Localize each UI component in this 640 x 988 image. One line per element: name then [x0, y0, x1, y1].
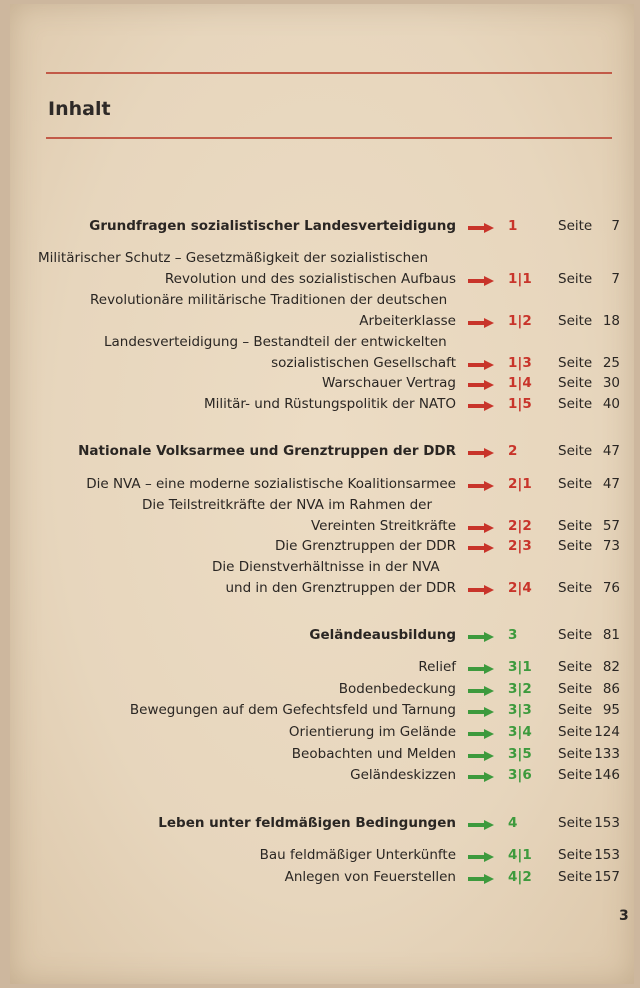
toc-entry-text: sozialistischen Gesellschaft: [271, 355, 456, 371]
arrow-right-icon: [468, 380, 494, 390]
toc-entry-line: [10, 767, 634, 787]
arrow-right-icon: [468, 523, 494, 533]
seite-label: Seite: [558, 476, 593, 492]
chapter-number: 1|5: [508, 396, 532, 412]
chapter-number: 3|2: [508, 681, 532, 697]
chapter-number: 2|2: [508, 518, 532, 534]
toc-entry-text: Die Teilstreitkräfte der NVA im Rahmen der: [142, 497, 433, 513]
seite-label: Seite: [558, 538, 593, 554]
title-rule: [46, 137, 612, 139]
book-page: [10, 4, 634, 984]
toc-entry-line: [10, 702, 634, 722]
arrow-right-icon: [468, 664, 494, 674]
toc-entry-line: [10, 724, 634, 744]
seite-label: Seite: [558, 375, 593, 391]
page-ref: 57: [602, 518, 620, 534]
chapter-number: 1|4: [508, 375, 532, 391]
seite-label: Seite: [558, 443, 593, 459]
chapter-number: 3|5: [508, 746, 532, 762]
arrow-right-icon: [468, 874, 494, 884]
page-ref: 157: [594, 869, 620, 885]
toc-entry-line: [10, 476, 634, 496]
page-ref: 47: [602, 443, 620, 459]
chapter-number: 2|3: [508, 538, 532, 554]
toc-entry-text: Revolutionäre militärische Traditionen der deutschen: [90, 292, 448, 308]
toc-entry-line: [10, 313, 634, 333]
toc-entry-line: [10, 218, 634, 238]
toc-entry-text: Bodenbedeckung: [338, 681, 456, 697]
toc-entry-text: Landesverteidigung – Bestandteil der entwickelten: [104, 334, 447, 350]
toc-entry-line: [10, 538, 634, 558]
toc-entry-line: [10, 627, 634, 647]
chapter-number: 3|6: [508, 767, 532, 783]
seite-label: Seite: [558, 313, 593, 329]
page-ref: 30: [602, 375, 620, 391]
chapter-number: 4|2: [508, 869, 532, 885]
toc-entry-line: [10, 271, 634, 291]
arrow-right-icon: [468, 543, 494, 553]
toc-entry-text: Relief: [418, 659, 456, 675]
arrow-right-icon: [468, 729, 494, 739]
arrow-right-icon: [468, 707, 494, 717]
page-ref: 124: [594, 724, 620, 740]
page-ref: 7: [611, 271, 620, 287]
arrow-right-icon: [468, 751, 494, 761]
arrow-right-icon: [468, 318, 494, 328]
toc-entry-text: und in den Grenztruppen der DDR: [225, 580, 456, 596]
toc-entry-text: Bau feldmäßiger Unterkünfte: [259, 847, 456, 863]
toc-entry-line: [10, 250, 634, 270]
page-ref: 133: [594, 746, 620, 762]
seite-label: Seite: [558, 627, 593, 643]
chapter-number: 3|3: [508, 702, 532, 718]
top-rule: [46, 72, 612, 74]
toc-entry-text: Grundfragen sozialistischer Landesverteidigung: [89, 218, 456, 234]
toc-entry-text: Die Grenztruppen der DDR: [275, 538, 456, 554]
toc-entry-text: Geländeausbildung: [309, 627, 456, 643]
chapter-number: 1|1: [508, 271, 532, 287]
seite-label: Seite: [558, 869, 593, 885]
seite-label: Seite: [558, 271, 593, 287]
chapter-number: 1|3: [508, 355, 532, 371]
toc-entry-text: Bewegungen auf dem Gefechtsfeld und Tarnung: [129, 702, 456, 718]
toc-entry-text: Geländeskizzen: [350, 767, 456, 783]
toc-entry-text: Orientierung im Gelände: [288, 724, 456, 740]
toc-entry-line: [10, 443, 634, 463]
toc-entry-line: [10, 559, 634, 579]
arrow-right-icon: [468, 820, 494, 830]
toc-entry-line: [10, 659, 634, 679]
toc-entry-text: Warschauer Vertrag: [321, 375, 456, 391]
toc-entry-line: [10, 396, 634, 416]
arrow-right-icon: [468, 448, 494, 458]
seite-label: Seite: [558, 847, 593, 863]
page-number: 3: [619, 908, 629, 924]
toc-entry-line: [10, 334, 634, 354]
chapter-number: 3: [508, 627, 518, 643]
chapter-number: 3|1: [508, 659, 532, 675]
arrow-right-icon: [468, 686, 494, 696]
seite-label: Seite: [558, 218, 593, 234]
toc-entry-text: Nationale Volksarmee und Grenztruppen der DDR: [78, 443, 456, 459]
toc-entry-text: Militärischer Schutz – Gesetzmäßigkeit der sozialistischen: [38, 250, 429, 266]
toc-entry-line: [10, 847, 634, 867]
toc-entry-line: [10, 580, 634, 600]
toc-entry-line: [10, 355, 634, 375]
page-ref: 82: [602, 659, 620, 675]
toc-entry-text: Leben unter feldmäßigen Bedingungen: [158, 815, 456, 831]
arrow-right-icon: [468, 481, 494, 491]
page-ref: 76: [602, 580, 620, 596]
chapter-number: 1: [508, 218, 518, 234]
page-ref: 47: [602, 476, 620, 492]
toc-entry-text: Vereinten Streitkräfte: [310, 518, 456, 534]
toc-entry-text: Arbeiterklasse: [359, 313, 456, 329]
page-ref: 73: [602, 538, 620, 554]
toc-entry-text: Beobachten und Melden: [291, 746, 456, 762]
arrow-right-icon: [468, 772, 494, 782]
arrow-right-icon: [468, 585, 494, 595]
toc-entry-line: [10, 815, 634, 835]
page-ref: 86: [602, 681, 620, 697]
toc-entry-line: [10, 681, 634, 701]
chapter-number: 2: [508, 443, 518, 459]
arrow-right-icon: [468, 223, 494, 233]
page-ref: 18: [602, 313, 620, 329]
toc-entry-text: Die NVA – eine moderne sozialistische Koalitionsarmee: [86, 476, 456, 492]
chapter-number: 2|4: [508, 580, 532, 596]
toc-entry-line: [10, 375, 634, 395]
toc-entry-text: Anlegen von Feuerstellen: [284, 869, 456, 885]
page-ref: 7: [611, 218, 620, 234]
toc-entry-text: Die Dienstverhältnisse in der NVA: [212, 559, 440, 575]
toc-entry-line: [10, 292, 634, 312]
arrow-right-icon: [468, 276, 494, 286]
seite-label: Seite: [558, 580, 593, 596]
chapter-number: 1|2: [508, 313, 532, 329]
seite-label: Seite: [558, 702, 593, 718]
chapter-number: 4: [508, 815, 518, 831]
arrow-right-icon: [468, 852, 494, 862]
page-ref: 146: [594, 767, 620, 783]
page-ref: 95: [602, 702, 620, 718]
seite-label: Seite: [558, 518, 593, 534]
arrow-right-icon: [468, 401, 494, 411]
page-ref: 81: [602, 627, 620, 643]
page-ref: 25: [602, 355, 620, 371]
toc-entry-text: Militär- und Rüstungspolitik der NATO: [203, 396, 456, 412]
seite-label: Seite: [558, 681, 593, 697]
toc-entry-line: [10, 518, 634, 538]
toc-entry-line: [10, 746, 634, 766]
toc-entry-line: [10, 869, 634, 889]
seite-label: Seite: [558, 724, 593, 740]
arrow-right-icon: [468, 360, 494, 370]
seite-label: Seite: [558, 396, 593, 412]
chapter-number: 2|1: [508, 476, 532, 492]
seite-label: Seite: [558, 355, 593, 371]
seite-label: Seite: [558, 815, 593, 831]
page-ref: 153: [594, 815, 620, 831]
seite-label: Seite: [558, 767, 593, 783]
toc-entry-text: Revolution und des sozialistischen Aufbaus: [164, 271, 456, 287]
toc-entry-line: [10, 497, 634, 517]
page-title: Inhalt: [48, 98, 111, 120]
arrow-right-icon: [468, 632, 494, 642]
seite-label: Seite: [558, 746, 593, 762]
page-ref: 153: [594, 847, 620, 863]
page-ref: 40: [602, 396, 620, 412]
chapter-number: 4|1: [508, 847, 532, 863]
chapter-number: 3|4: [508, 724, 532, 740]
seite-label: Seite: [558, 659, 593, 675]
